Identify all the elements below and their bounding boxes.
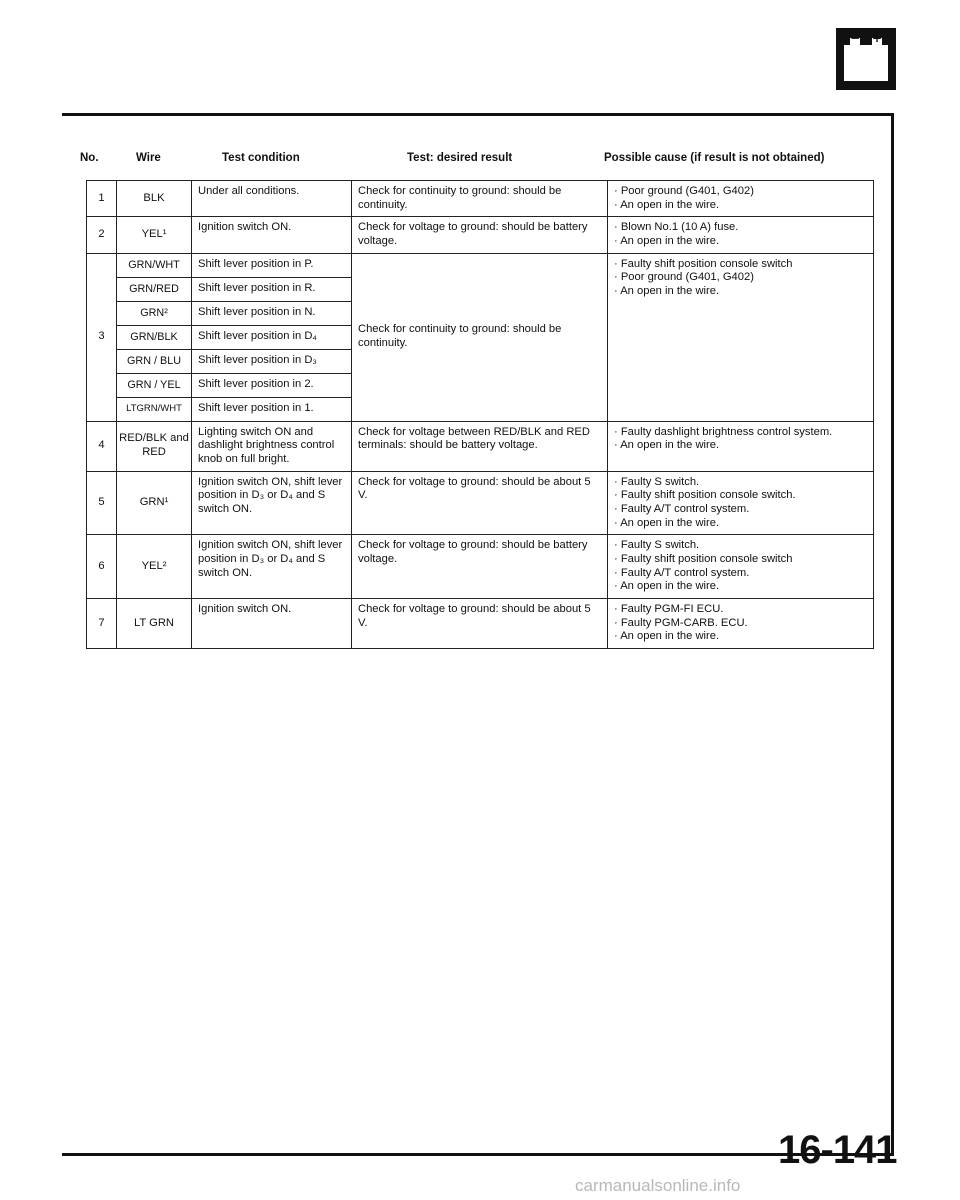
row-wire: YEL¹ bbox=[117, 217, 192, 253]
row-result: Check for voltage to ground: should be battery voltage. bbox=[352, 535, 608, 599]
header-test-condition: Test condition bbox=[222, 152, 300, 164]
row-causes bbox=[608, 598, 874, 648]
table-header bbox=[0, 152, 960, 172]
row-causes bbox=[608, 421, 874, 471]
cause-item: · An open in the wire. bbox=[614, 580, 720, 593]
cause-item: · An open in the wire. bbox=[614, 516, 720, 529]
cause-item: · Faulty shift position console switch bbox=[614, 552, 793, 565]
table-row bbox=[87, 421, 874, 471]
table-row bbox=[87, 535, 874, 599]
cause-item: · Faulty S switch. bbox=[614, 539, 700, 552]
row-no: 1 bbox=[87, 181, 117, 217]
row-causes bbox=[608, 253, 874, 421]
row-wire: LT GRN bbox=[117, 598, 192, 648]
row-wire: GRN/RED bbox=[117, 277, 192, 301]
row-condition: Under all conditions. bbox=[192, 181, 352, 217]
row-condition: Shift lever position in N. bbox=[192, 301, 352, 325]
header-possible-cause: Possible cause (if result is not obtained) bbox=[604, 152, 825, 164]
header-no: No. bbox=[80, 152, 99, 164]
cause-item: · Faulty A/T control system. bbox=[614, 502, 750, 515]
row-no: 3 bbox=[87, 253, 117, 421]
row-wire: LTGRN/WHT bbox=[117, 397, 192, 421]
row-condition: Ignition switch ON. bbox=[192, 598, 352, 648]
page-number: 16-141 bbox=[778, 1128, 897, 1172]
cause-item: · Poor ground (G401, G402) bbox=[614, 185, 754, 197]
row-wire: BLK bbox=[117, 181, 192, 217]
cause-item: · Faulty shift position console switch bbox=[614, 257, 793, 270]
right-rule bbox=[891, 113, 894, 1155]
row-condition: Shift lever position in 2. bbox=[192, 373, 352, 397]
row-no: 4 bbox=[87, 421, 117, 471]
row-wire: GRN / BLU bbox=[117, 349, 192, 373]
cause-item: · An open in the wire. bbox=[614, 439, 720, 452]
cause-item: · An open in the wire. bbox=[614, 234, 720, 247]
row-condition: Shift lever position in R. bbox=[192, 277, 352, 301]
cause-item: · Faulty S switch. bbox=[614, 475, 700, 488]
row-result: Check for voltage to ground: should be about 5 V. bbox=[352, 471, 608, 535]
row-condition: Ignition switch ON, shift lever position in D₃ or D₄ and S switch ON. bbox=[192, 535, 352, 599]
table-row bbox=[87, 471, 874, 535]
cause-item: · Faulty dashlight brightness control system. bbox=[614, 425, 833, 438]
cause-item: · An open in the wire. bbox=[614, 284, 720, 297]
row-wire: YEL² bbox=[117, 535, 192, 599]
row-no: 6 bbox=[87, 535, 117, 599]
cause-item: · Faulty A/T control system. bbox=[614, 566, 750, 579]
row-causes bbox=[608, 217, 874, 253]
table-row bbox=[87, 181, 874, 217]
table-row bbox=[87, 217, 874, 253]
watermark: carmanualsonline.info bbox=[575, 1176, 741, 1195]
row-result: Check for continuity to ground: should be continuity. bbox=[352, 253, 608, 421]
row-no: 7 bbox=[87, 598, 117, 648]
bottom-rule bbox=[62, 1153, 894, 1156]
cause-item: · Blown No.1 (10 A) fuse. bbox=[614, 221, 739, 234]
row-wire: GRN / YEL bbox=[117, 373, 192, 397]
row-result: Check for continuity to ground: should be continuity. bbox=[352, 181, 608, 217]
row-causes bbox=[608, 535, 874, 599]
battery-icon bbox=[836, 28, 896, 90]
row-causes bbox=[608, 471, 874, 535]
diagnosis-table bbox=[86, 180, 874, 649]
battery-plus-symbol: + bbox=[871, 31, 883, 45]
table-row bbox=[87, 253, 874, 277]
row-condition: Shift lever position in 1. bbox=[192, 397, 352, 421]
row-condition: Ignition switch ON. bbox=[192, 217, 352, 253]
header-desired-result: Test: desired result bbox=[407, 152, 513, 164]
row-wire: GRN¹ bbox=[117, 471, 192, 535]
battery-minus-symbol: − bbox=[849, 31, 861, 45]
cause-item: · Faulty PGM-CARB. ECU. bbox=[614, 616, 748, 629]
row-result: Check for voltage between RED/BLK and RED terminals: should be battery voltage. bbox=[352, 421, 608, 471]
row-wire: RED/BLK and RED bbox=[117, 421, 192, 471]
row-condition: Ignition switch ON, shift lever position in D₃ or D₄ and S switch ON. bbox=[192, 471, 352, 535]
row-no: 2 bbox=[87, 217, 117, 253]
cause-item: · Faulty PGM-FI ECU. bbox=[614, 602, 724, 615]
table-row bbox=[87, 598, 874, 648]
row-no: 5 bbox=[87, 471, 117, 535]
row-condition: Shift lever position in P. bbox=[192, 253, 352, 277]
row-condition: Shift lever position in D₃ bbox=[192, 349, 352, 373]
row-condition: Lighting switch ON and dashlight brightness control knob on full bright. bbox=[192, 421, 352, 471]
row-result: Check for voltage to ground: should be battery voltage. bbox=[352, 217, 608, 253]
cause-item: · Poor ground (G401, G402) bbox=[614, 271, 754, 284]
cause-item: · An open in the wire. bbox=[614, 630, 720, 643]
row-wire: GRN/BLK bbox=[117, 325, 192, 349]
row-wire: GRN² bbox=[117, 301, 192, 325]
cause-item: · Faulty shift position console switch. bbox=[614, 489, 796, 502]
top-rule bbox=[62, 113, 894, 116]
row-wire: GRN/WHT bbox=[117, 253, 192, 277]
header-wire: Wire bbox=[136, 152, 161, 164]
row-result: Check for voltage to ground: should be about 5 V. bbox=[352, 598, 608, 648]
row-condition: Shift lever position in D₄ bbox=[192, 325, 352, 349]
cause-item: · An open in the wire. bbox=[614, 198, 720, 211]
row-causes bbox=[608, 181, 874, 217]
